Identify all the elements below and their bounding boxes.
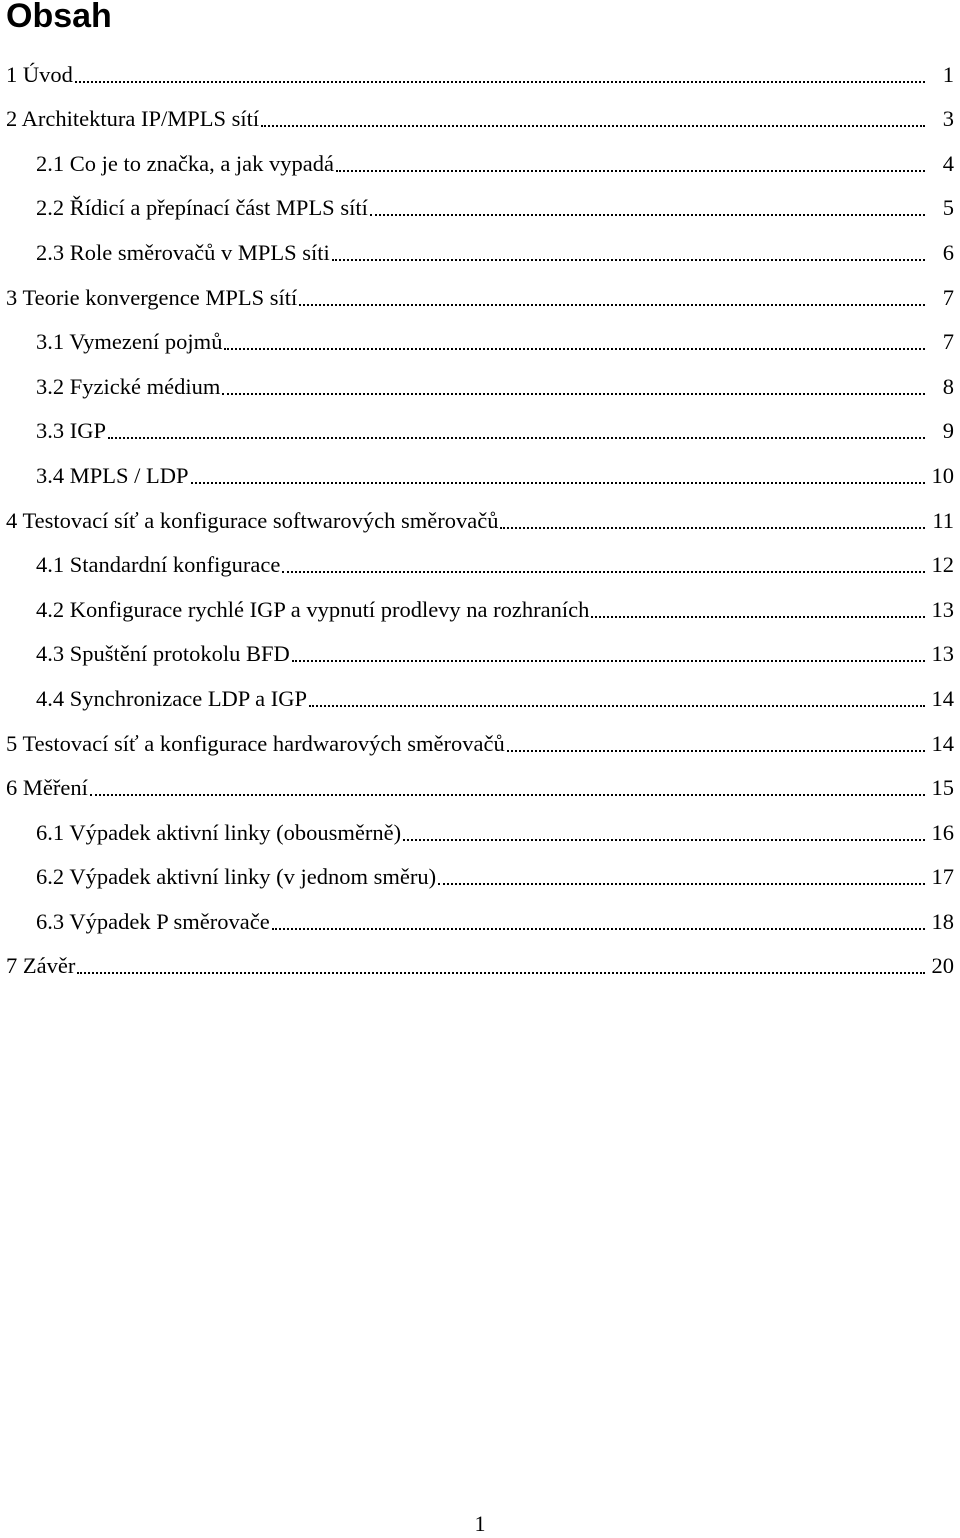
toc-entry-title: 2 Architektura IP/MPLS sítí bbox=[6, 106, 260, 132]
toc-entry[interactable] bbox=[0, 446, 960, 491]
toc-entry-title: 4 Testovací síť a konfigurace softwarových směrovačů bbox=[6, 507, 499, 533]
dot-leader bbox=[403, 839, 925, 841]
toc-entry[interactable] bbox=[0, 536, 960, 581]
toc-entry-title: 4.1 Standardní konfigurace bbox=[36, 552, 281, 578]
toc-entry-title: 3.1 Vymezení pojmů bbox=[36, 329, 223, 355]
toc-entry-title: 3.3 IGP bbox=[36, 418, 107, 444]
dot-leader bbox=[75, 81, 925, 83]
dot-leader bbox=[438, 883, 925, 885]
toc-entry-page-number: 10 bbox=[931, 462, 954, 488]
toc-entry[interactable] bbox=[0, 357, 960, 402]
toc-entry[interactable] bbox=[0, 223, 960, 268]
toc-entry-page-number: 12 bbox=[931, 552, 954, 578]
dot-leader bbox=[272, 928, 925, 930]
toc-entry-page-number: 5 bbox=[942, 195, 954, 221]
dot-leader bbox=[77, 972, 925, 974]
toc-entry[interactable] bbox=[0, 937, 960, 982]
dot-leader bbox=[261, 125, 925, 127]
toc-entry[interactable] bbox=[0, 892, 960, 937]
dot-leader bbox=[500, 527, 925, 529]
toc-entry-page-number: 6 bbox=[942, 239, 954, 265]
dot-leader bbox=[336, 170, 925, 172]
dot-leader bbox=[191, 482, 925, 484]
toc-entry[interactable] bbox=[0, 669, 960, 714]
dot-leader bbox=[309, 705, 925, 707]
toc-entry-title: 4.4 Synchronizace LDP a IGP bbox=[36, 685, 307, 711]
dot-leader bbox=[299, 304, 925, 306]
toc-entry-title: 3.2 Fyzické médium bbox=[36, 373, 221, 399]
toc-entry-title: 6.2 Výpadek aktivní linky (v jednom směru) bbox=[36, 864, 437, 890]
toc-entry[interactable] bbox=[0, 134, 960, 179]
toc-entry[interactable] bbox=[0, 45, 960, 90]
toc-entry-title: 5 Testovací síť a konfigurace hardwarových směrovačů bbox=[6, 730, 505, 756]
toc-entry[interactable] bbox=[0, 848, 960, 893]
toc-entry[interactable] bbox=[0, 759, 960, 804]
toc-entry-page-number: 20 bbox=[931, 953, 954, 979]
toc-entry-page-number: 14 bbox=[931, 730, 954, 756]
toc-entry-page-number: 7 bbox=[942, 284, 954, 310]
toc-entry-title: 2.3 Role směrovačů v MPLS síti bbox=[36, 239, 330, 265]
toc-entry[interactable] bbox=[0, 625, 960, 670]
dot-leader bbox=[222, 393, 925, 395]
toc-entry-page-number: 15 bbox=[931, 775, 954, 801]
toc-heading: Obsah bbox=[6, 0, 112, 35]
page-number: 1 bbox=[474, 1511, 486, 1536]
toc-entry[interactable] bbox=[0, 803, 960, 848]
toc-entry-page-number: 11 bbox=[932, 507, 954, 533]
dot-leader bbox=[292, 660, 925, 662]
dot-leader bbox=[507, 750, 925, 752]
toc-entry-title: 4.2 Konfigurace rychlé IGP a vypnutí prodlevy na rozhraních bbox=[36, 596, 590, 622]
toc-entry-page-number: 1 bbox=[942, 61, 954, 87]
toc-entry-page-number: 18 bbox=[931, 908, 954, 934]
toc-entry[interactable] bbox=[0, 714, 960, 759]
toc-entry[interactable] bbox=[0, 313, 960, 358]
toc-entry[interactable] bbox=[0, 90, 960, 135]
toc-entry-title: 6.1 Výpadek aktivní linky (obousměrně) bbox=[36, 819, 402, 845]
toc-entry-page-number: 8 bbox=[942, 373, 954, 399]
toc-entry[interactable] bbox=[0, 402, 960, 447]
toc-entry[interactable] bbox=[0, 491, 960, 536]
dot-leader bbox=[332, 259, 925, 261]
toc-entry-page-number: 14 bbox=[931, 685, 954, 711]
dot-leader bbox=[370, 214, 925, 216]
toc-entry[interactable] bbox=[0, 179, 960, 224]
dot-leader bbox=[224, 348, 925, 350]
toc-entry-page-number: 13 bbox=[931, 641, 954, 667]
toc-entry-title: 4.3 Spuštění protokolu BFD bbox=[36, 641, 290, 667]
table-of-contents bbox=[0, 45, 960, 981]
toc-entry-title: 7 Závěr bbox=[6, 953, 76, 979]
toc-entry-title: 6.3 Výpadek P směrovače bbox=[36, 908, 270, 934]
toc-entry[interactable] bbox=[0, 268, 960, 313]
toc-entry-page-number: 17 bbox=[931, 864, 954, 890]
toc-entry-title: 3 Teorie konvergence MPLS sítí bbox=[6, 284, 298, 310]
toc-entry-page-number: 9 bbox=[942, 418, 954, 444]
toc-entry-title: 2.2 Řídicí a přepínací část MPLS sítí bbox=[36, 195, 368, 221]
toc-entry-title: 1 Úvod bbox=[6, 61, 73, 87]
dot-leader bbox=[591, 616, 925, 618]
dot-leader bbox=[90, 794, 925, 796]
dot-leader bbox=[108, 437, 925, 439]
toc-entry-page-number: 3 bbox=[942, 106, 954, 132]
toc-entry-title: 2.1 Co je to značka, a jak vypadá bbox=[36, 150, 335, 176]
toc-entry-title: 3.4 MPLS / LDP bbox=[36, 462, 189, 488]
toc-entry-page-number: 16 bbox=[931, 819, 954, 845]
toc-entry-page-number: 4 bbox=[942, 150, 954, 176]
toc-entry-page-number: 7 bbox=[942, 329, 954, 355]
dot-leader bbox=[282, 571, 925, 573]
toc-entry-page-number: 13 bbox=[931, 596, 954, 622]
toc-entry[interactable] bbox=[0, 580, 960, 625]
toc-entry-title: 6 Měření bbox=[6, 775, 88, 801]
